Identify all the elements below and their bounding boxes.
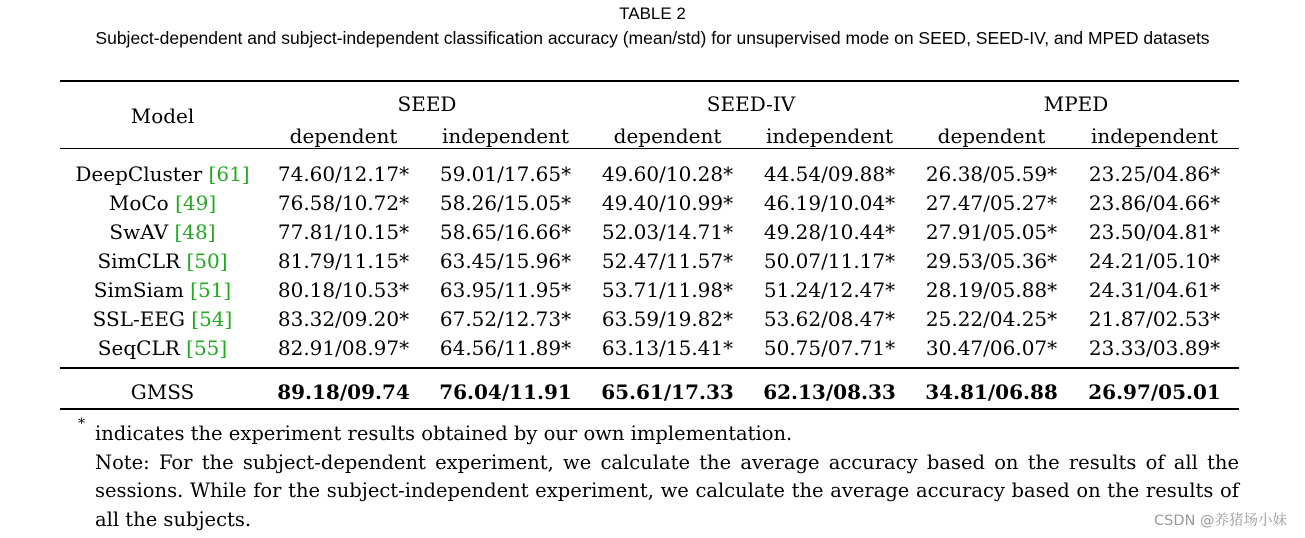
table-cell: 50.07/11.17* (763, 249, 896, 273)
subheader-seed-dependent: dependent (289, 124, 398, 148)
table-cell-best: 34.81/06.88 (925, 380, 1058, 404)
subheader-mped-independent: independent (1091, 124, 1219, 148)
group-header-seed: SEED (397, 92, 457, 116)
table-cell: 27.47/05.27* (925, 191, 1058, 215)
subheader-seed-iv-independent: independent (766, 124, 893, 148)
table-top-rule (60, 80, 1239, 82)
table-cell: 26.38/05.59* (925, 162, 1058, 186)
table-cell-best: 89.18/09.74 (277, 380, 410, 404)
table-cell: 46.19/10.04* (763, 191, 896, 215)
table-cell: 80.18/10.53* (277, 278, 410, 302)
table-caption-text: Subject-dependent and subject-independent classification accuracy (mean/std) for unsupervised mode on SEED, SEED-IV, and MPED datasets (95, 28, 1210, 48)
table-row-gmss (60, 372, 1239, 412)
table-cell: 21.87/02.53* (1088, 307, 1221, 331)
watermark: CSDN @养猪场小妹 (1154, 513, 1287, 529)
model-name: SSL-EEG [54] (92, 307, 233, 331)
table-cell: 53.71/11.98* (601, 278, 734, 302)
table-bottom-rule (60, 408, 1239, 410)
subheader-seed-iv-dependent: dependent (613, 124, 722, 148)
table-cell: 44.54/09.88* (763, 162, 896, 186)
table-cell: 27.91/05.05* (925, 220, 1058, 244)
reference-link[interactable]: [49] (175, 191, 217, 215)
table-cell: 23.86/04.66* (1088, 191, 1221, 215)
table-cell: 23.50/04.81* (1088, 220, 1221, 244)
table-cell: 58.26/15.05* (439, 191, 572, 215)
group-header-seed-iv: SEED-IV (706, 92, 796, 116)
table-caption-label: TABLE 2 (619, 4, 686, 23)
table-footnote (95, 420, 1239, 534)
table-cell: 24.21/05.10* (1088, 249, 1221, 273)
table-cell: 51.24/12.47* (763, 278, 896, 302)
table-cell: 50.75/07.71* (763, 336, 896, 360)
table-cell: 49.60/10.28* (601, 162, 734, 186)
table-row-moco (60, 189, 1239, 218)
reference-link[interactable]: [55] (186, 336, 228, 360)
footnote-note: Note: For the subject-dependent experiment, we calculate the average accuracy based on the results of all the sessions. While for the subject-independent experiment, we calculate the average accuracy based on the results of all the subjects. (95, 450, 1239, 531)
subheader-mped-dependent: dependent (937, 124, 1046, 148)
table-row-swav (60, 218, 1239, 247)
reference-link[interactable]: [50] (186, 249, 228, 273)
table-row-simsiam (60, 276, 1239, 305)
footnote-star: * (78, 416, 85, 432)
table-cell: 49.28/10.44* (763, 220, 896, 244)
reference-link[interactable]: [48] (174, 220, 216, 244)
footnote-line: indicates the experiment results obtained by our own implementation. (95, 422, 793, 445)
table-cell: 63.45/15.96* (439, 249, 572, 273)
table-cell: 28.19/05.88* (925, 278, 1058, 302)
table-mid-rule (60, 367, 1239, 369)
table-cell: 82.91/08.97* (277, 336, 410, 360)
table-cell: 76.58/10.72* (277, 191, 410, 215)
reference-link[interactable]: [54] (191, 307, 233, 331)
table-cell: 23.25/04.86* (1088, 162, 1221, 186)
table-row-deepcluster (60, 152, 1239, 189)
table-cell-best: 65.61/17.33 (601, 380, 734, 404)
results-table (60, 80, 1239, 412)
table-header-rule (60, 148, 1239, 149)
table-cell: 52.03/14.71* (601, 220, 734, 244)
table-cell: 58.65/16.66* (439, 220, 572, 244)
model-name: SimCLR [50] (97, 249, 228, 273)
reference-link[interactable]: [51] (190, 278, 232, 302)
reference-link[interactable]: [61] (208, 162, 250, 186)
table-cell: 63.13/15.41* (601, 336, 734, 360)
table-cell: 81.79/11.15* (277, 249, 410, 273)
table-cell: 59.01/17.65* (439, 162, 572, 186)
table-cell: 25.22/04.25* (925, 307, 1058, 331)
table-cell-best: 76.04/11.91 (439, 380, 572, 404)
model-name: SimSiam [51] (93, 278, 232, 302)
model-column-header: Model (130, 104, 195, 128)
table-cell: 30.47/06.07* (925, 336, 1058, 360)
subheader-seed-independent: independent (442, 124, 569, 148)
model-name: SeqCLR [55] (97, 336, 228, 360)
table-cell: 63.59/19.82* (601, 307, 734, 331)
model-name: DeepCluster [61] (75, 162, 250, 186)
table-cell-best: 62.13/08.33 (763, 380, 896, 404)
model-name: MoCo [49] (108, 191, 217, 215)
table-cell: 49.40/10.99* (601, 191, 734, 215)
table-cell: 24.31/04.61* (1088, 278, 1221, 302)
table-row-ssl-eeg (60, 305, 1239, 334)
table-cell: 29.53/05.36* (925, 249, 1058, 273)
table-row-simclr (60, 247, 1239, 276)
model-name: SwAV [48] (109, 220, 216, 244)
table-cell: 74.60/12.17* (277, 162, 410, 186)
table-cell: 52.47/11.57* (601, 249, 734, 273)
table-cell: 64.56/11.89* (439, 336, 572, 360)
table-cell: 83.32/09.20* (277, 307, 410, 331)
table-cell: 77.81/10.15* (277, 220, 410, 244)
table-cell: 23.33/03.89* (1088, 336, 1221, 360)
group-header-mped: MPED (1043, 92, 1109, 116)
table-cell-best: 26.97/05.01 (1088, 380, 1221, 404)
model-name: GMSS (130, 380, 195, 404)
table-cell: 63.95/11.95* (439, 278, 572, 302)
table-cell: 53.62/08.47* (763, 307, 896, 331)
table-cell: 67.52/12.73* (439, 307, 572, 331)
